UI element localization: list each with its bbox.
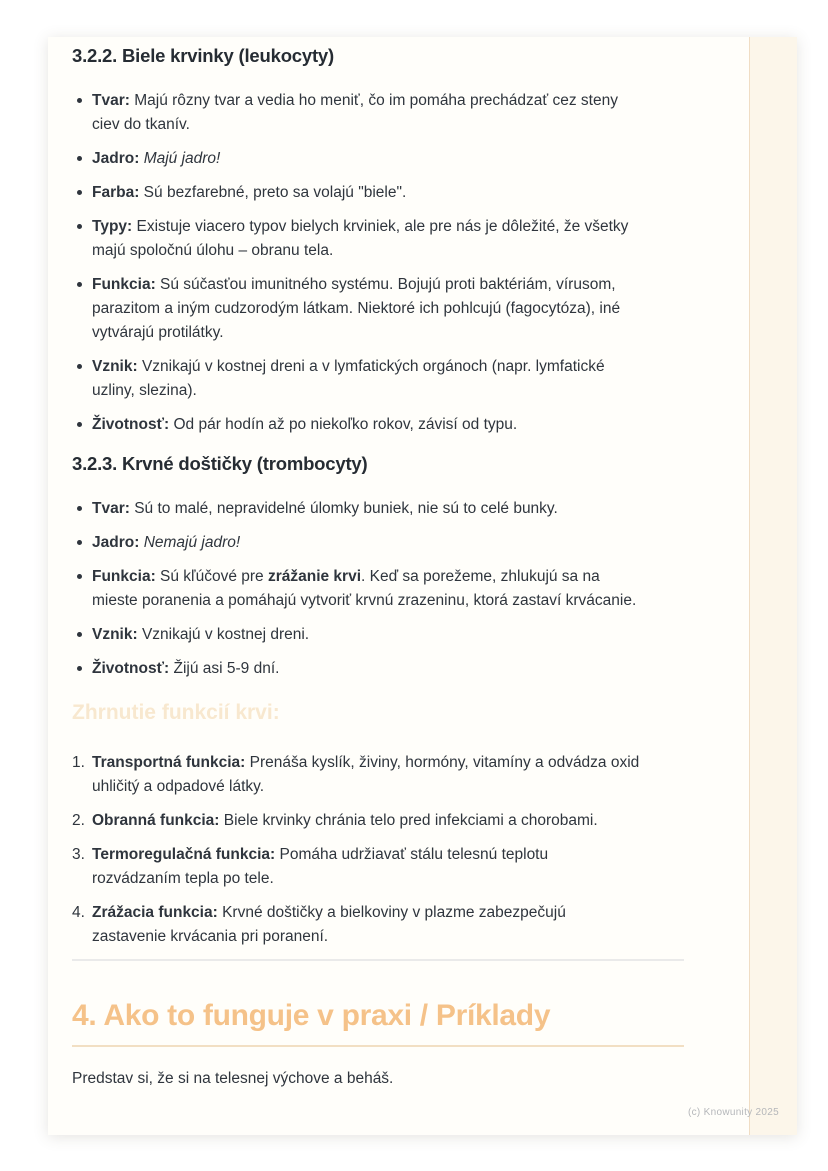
list-item: Typy: Existuje viacero typov bielych krviniek, ale pre nás je dôležité, že všetky majú spoločnú úlohu – obranu tela. bbox=[72, 215, 640, 263]
list-item: Farba: Sú bezfarebné, preto sa volajú "biele". bbox=[72, 181, 640, 205]
section-heading: 3.2.3. Krvné doštičky (trombocyty) bbox=[72, 453, 368, 474]
copyright-note: (c) Knowunity 2025 bbox=[687, 1107, 779, 1118]
section-heading: 4. Ako to funguje v praxi / Príklady bbox=[72, 997, 684, 1047]
bullet-list bbox=[72, 497, 684, 681]
list-item: Jadro: Majú jadro! bbox=[72, 147, 640, 171]
list-item: Termoregulačná funkcia: Pomáha udržiavať stálu telesnú teplotu rozvádzaním tepla po tele. bbox=[92, 846, 549, 887]
list-item: Transportná funkcia: Prenáša kyslík, živiny, hormóny, vitamíny a odvádza oxid uhličitý a odpadové látky. bbox=[92, 754, 640, 795]
document-content bbox=[72, 43, 684, 1091]
document-page bbox=[48, 37, 797, 1135]
page-edge-strip bbox=[749, 37, 797, 1135]
list-item: Tvar: Majú rôzny tvar a vedia ho meniť, čo im pomáha prechádzať cez steny ciev do tkanív. bbox=[72, 89, 640, 137]
list-item: Vznik: Vznikajú v kostnej dreni a v lymfatických orgánoch (napr. lymfatické uzliny, slezina). bbox=[72, 355, 640, 403]
list-item: Zrážacia funkcia: Krvné doštičky a bielkoviny v plazme zabezpečujú zastavenie krvácania pri poranení. bbox=[92, 904, 566, 945]
bullet-list bbox=[72, 89, 684, 437]
list-item: Životnosť: Od pár hodín až po niekoľko rokov, závisí od typu. bbox=[72, 413, 640, 437]
numbered-list bbox=[72, 751, 684, 949]
list-item: Funkcia: Sú kľúčové pre zrážanie krvi. Keď sa porežeme, zhlukujú sa na mieste poranenia a pomáhajú vytvoriť krvnú zrazeninu, ktorá zastaví krvácanie. bbox=[72, 565, 640, 613]
list-item: Vznik: Vznikajú v kostnej dreni. bbox=[72, 623, 640, 647]
list-item: Životnosť: Žijú asi 5-9 dní. bbox=[72, 657, 640, 681]
paragraph: Predstav si, že si na telesnej výchove a beháš. bbox=[72, 1070, 394, 1087]
divider bbox=[72, 959, 684, 961]
section-heading: Zhrnutie funkcií krvi: bbox=[72, 701, 280, 724]
list-item: Funkcia: Sú súčasťou imunitného systému. Bojujú proti baktériám, vírusom, parazitom a iným cudzorodým látkam. Niektoré ich pohlcujú (fagocytóza), iné vytvárajú protilátky. bbox=[72, 273, 640, 345]
list-item: Tvar: Sú to malé, nepravidelné úlomky buniek, nie sú to celé bunky. bbox=[72, 497, 640, 521]
list-item: Jadro: Nemajú jadro! bbox=[72, 531, 640, 555]
section-heading: 3.2.2. Biele krvinky (leukocyty) bbox=[72, 45, 334, 66]
list-item: Obranná funkcia: Biele krvinky chránia telo pred infekciami a chorobami. bbox=[92, 812, 598, 829]
